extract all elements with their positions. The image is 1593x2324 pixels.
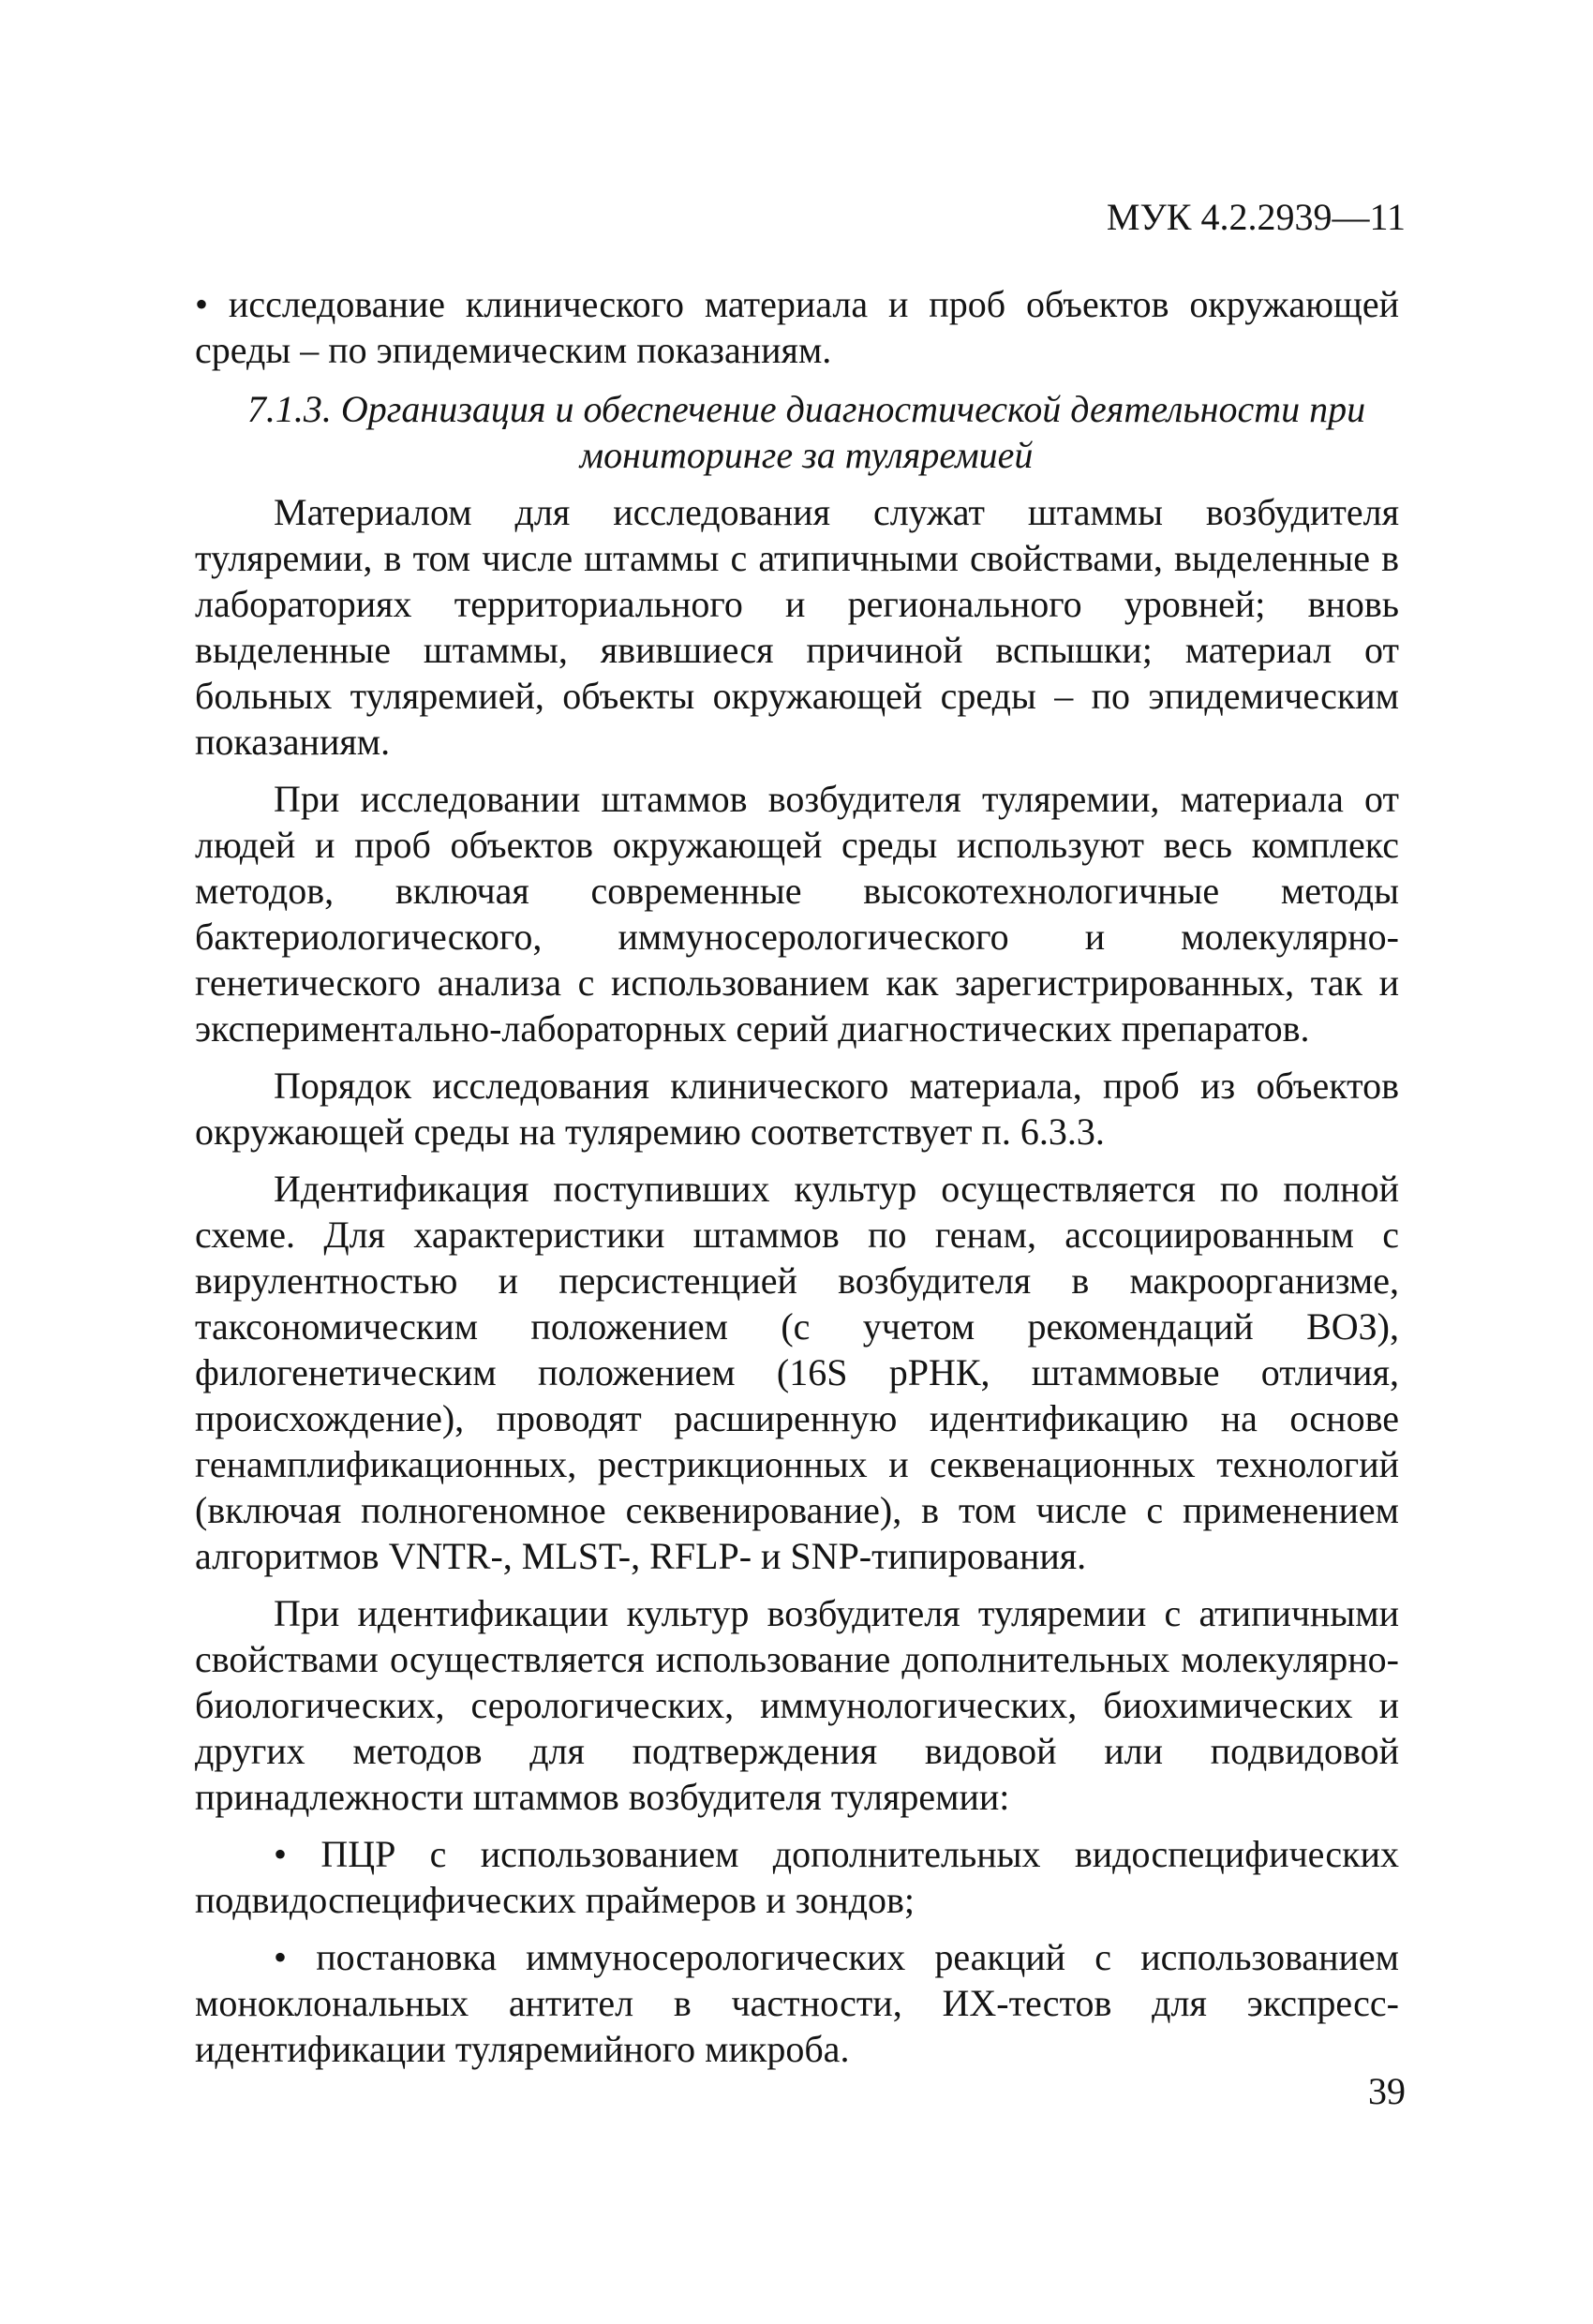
paragraph-identification: Идентификация поступивших культур осуществляется по полной схеме. Для характеристики штаммов по генам, ассоциированным с вирулентностью и персистенцией возбудителя в макроорганизме, таксономическим положением (с учетом рекомендаций ВОЗ), филогенетическим положением (16S рРНК, штаммовые отличия, происхождение), проводят расширенную идентификацию на основе генамплификационных, рестрикционных и секвенационных технологий (включая полногеномное секвенирование), в том числе с применением алгоритмов VNTR-, MLST-, RFLP- и SNP-типирования. [195, 1168, 1399, 1577]
bullet-item-immuno: • постановка иммуносерологических реакций с использованием моноклональных антител в частности, ИХ-тестов для экспресс-идентификации туляремийного микроба. [195, 1934, 1399, 2072]
paragraph-atypical: При идентификации культур возбудителя туляремии с атипичными свойствами осуществляется использование дополнительных молекулярно-биологических, серологических, иммунологических, биохимических и других методов для подтверждения видовой или подвидовой принадлежности штаммов возбудителя туляремии: [195, 1592, 1399, 1818]
paragraph-procedure: Порядок исследования клинического материала, проб из объектов окружающей среды на туляремию соответствует п. 6.3.3. [195, 1065, 1399, 1153]
page-number: 39 [1368, 2070, 1406, 2112]
bullet-item-intro: • исследование клинического материала и проб объектов окружающей среды – по эпидемическим показаниям. [195, 281, 1399, 373]
document-code: МУК 4.2.2939—11 [1106, 196, 1406, 238]
paragraph-methods: При исследовании штаммов возбудителя туляремии, материала от людей и проб объектов окружающей среды используют весь комплекс методов, включая современные высокотехнологичные методы бактериологического, иммуносерологического и молекулярно-генетического анализа с использованием как зарегистрированных, так и экспериментально-лабораторных серий диагностических препаратов. [195, 778, 1399, 1050]
page-content [195, 281, 1399, 2083]
bullet-item-pcr: • ПЦР с использованием дополнительных видоспецифических подвидоспецифических праймеров и зондов; [195, 1831, 1399, 1923]
paragraph-materials: Материалом для исследования служат штаммы возбудителя туляремии, в том числе штаммы с атипичными свойствами, выделенные в лабораториях территориального и регионального уровней; вновь выделенные штаммы, явившиеся причиной вспышки; материал от больных туляремией, объекты окружающей среды – по эпидемическим показаниям. [195, 491, 1399, 763]
section-heading: 7.1.3. Организация и обеспечение диагностической деятельности при мониторинге за туляремией [246, 388, 1366, 476]
